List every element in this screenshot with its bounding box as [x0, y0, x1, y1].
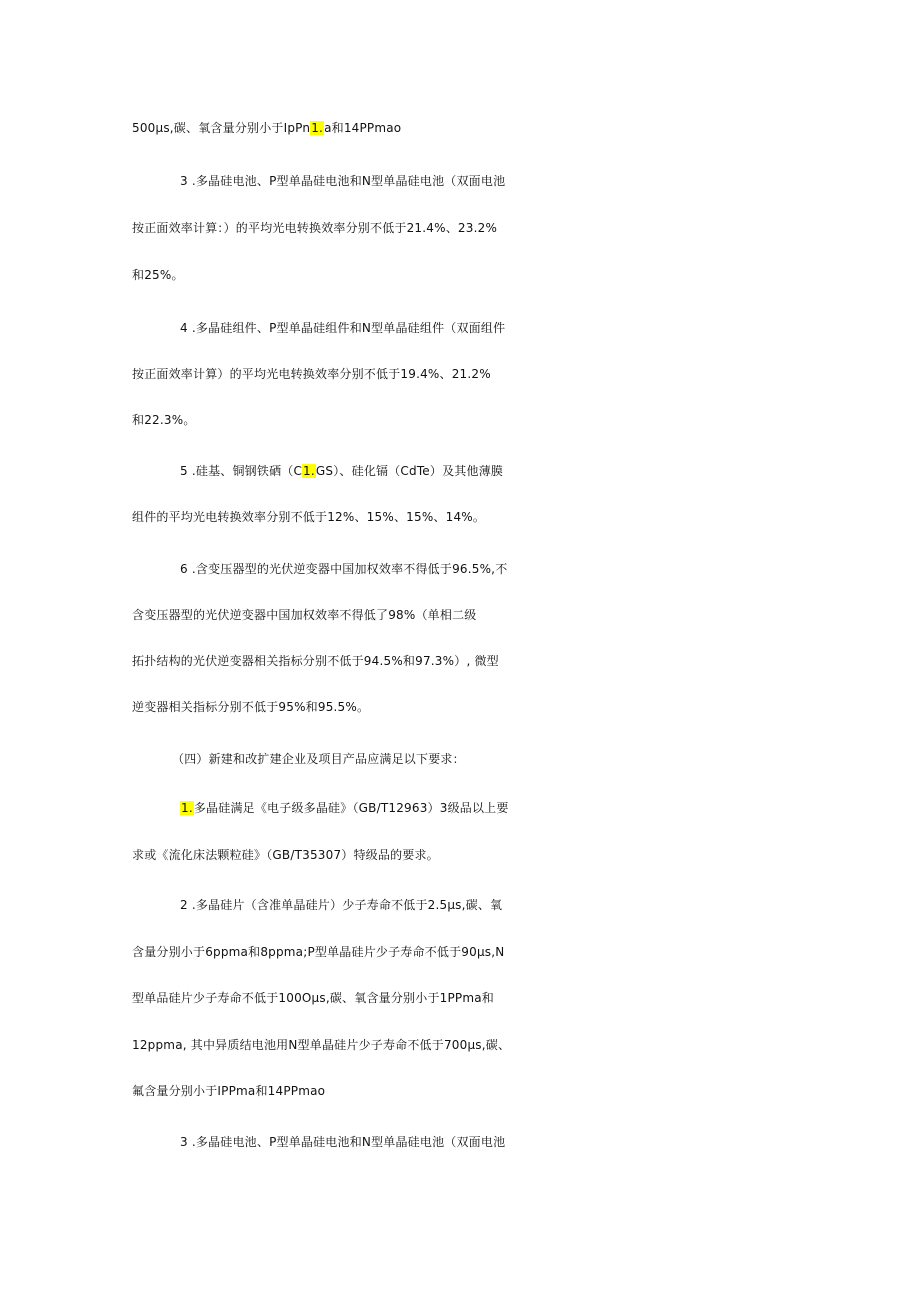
text-line-9: 组件的平均光电转换效率分别不低于12%、15%、15%、14%。: [132, 510, 486, 524]
text-line-12: 拓扑结构的光伏逆变器相关指标分别不低于94.5%和97.3%）, 微型: [132, 654, 499, 668]
text-line-4: 和25%。: [132, 268, 184, 282]
highlight-mark: 1.: [181, 801, 193, 815]
text-line-2: 3 .多晶硅电池、P型单晶硅电池和N型单晶硅电池（双面电池: [180, 174, 506, 188]
text-line-22: 3 .多晶硅电池、P型单晶硅电池和N型单晶硅电池（双面电池: [180, 1135, 506, 1149]
text-line-20: 12ppma, 其中异质结电池用N型单晶硅片少子寿命不低于700μs,碳、: [132, 1038, 511, 1052]
text-line-19: 型单品硅片少子寿命不低于100Oμs,碳、氧含量分别小于1PPma和: [132, 991, 495, 1005]
text-line-16: 求或《流化床法颗粒硅》（GB/T35307）特级品的要求。: [132, 848, 439, 862]
section-heading: （四）新建和改扩建企业及项目产品应满足以下要求：: [172, 752, 465, 766]
text-line-15: 1.多晶硅满足《电子级多晶硅》（GB/T12963）3级品以上要: [181, 801, 509, 815]
text-line-7: 和22.3%。: [132, 413, 196, 427]
text-line-5: 4 .多晶硅组件、P型单晶硅组件和N型单晶硅组件（双面组件: [180, 321, 506, 335]
text-line-8: 5 .硅基、铜钢铁硒（C1.GS）、硅化镉（CdTe）及其他薄膜: [180, 464, 504, 478]
highlight-mark: 1.: [311, 121, 324, 135]
text-line-3: 按正面效率计算：）的平均光电转换效率分别不低于21.4%、23.2%: [132, 221, 498, 235]
text-line-18: 含量分别小于6ppma和8ppma;P型单晶硅片少子寿命不低于90μs,N: [132, 945, 505, 959]
text-line-1: 500μs,碳、氧含量分别小于IpPn1.a和14PPmao: [132, 121, 402, 135]
text-line-11: 含变压器型的光伏逆变器中国加权效率不得低了98%（单相二级: [132, 608, 477, 622]
text-line-21: 氟含量分别小于IPPma和14PPmao: [132, 1084, 326, 1098]
text-line-13: 逆变器相关指标分别不低于95%和95.5%。: [132, 700, 370, 714]
text-line-10: 6 .含变压器型的光伏逆变器中国加权效率不得低于96.5%,不: [180, 562, 508, 576]
text-line-17: 2 .多晶硅片（含准单晶硅片）少子寿命不低于2.5μs,碳、氧: [180, 898, 503, 912]
highlight-mark: 1.: [303, 464, 315, 478]
text-line-6: 按正面效率计算）的平均光电转换效率分别不低于19.4%、21.2%: [132, 367, 491, 381]
